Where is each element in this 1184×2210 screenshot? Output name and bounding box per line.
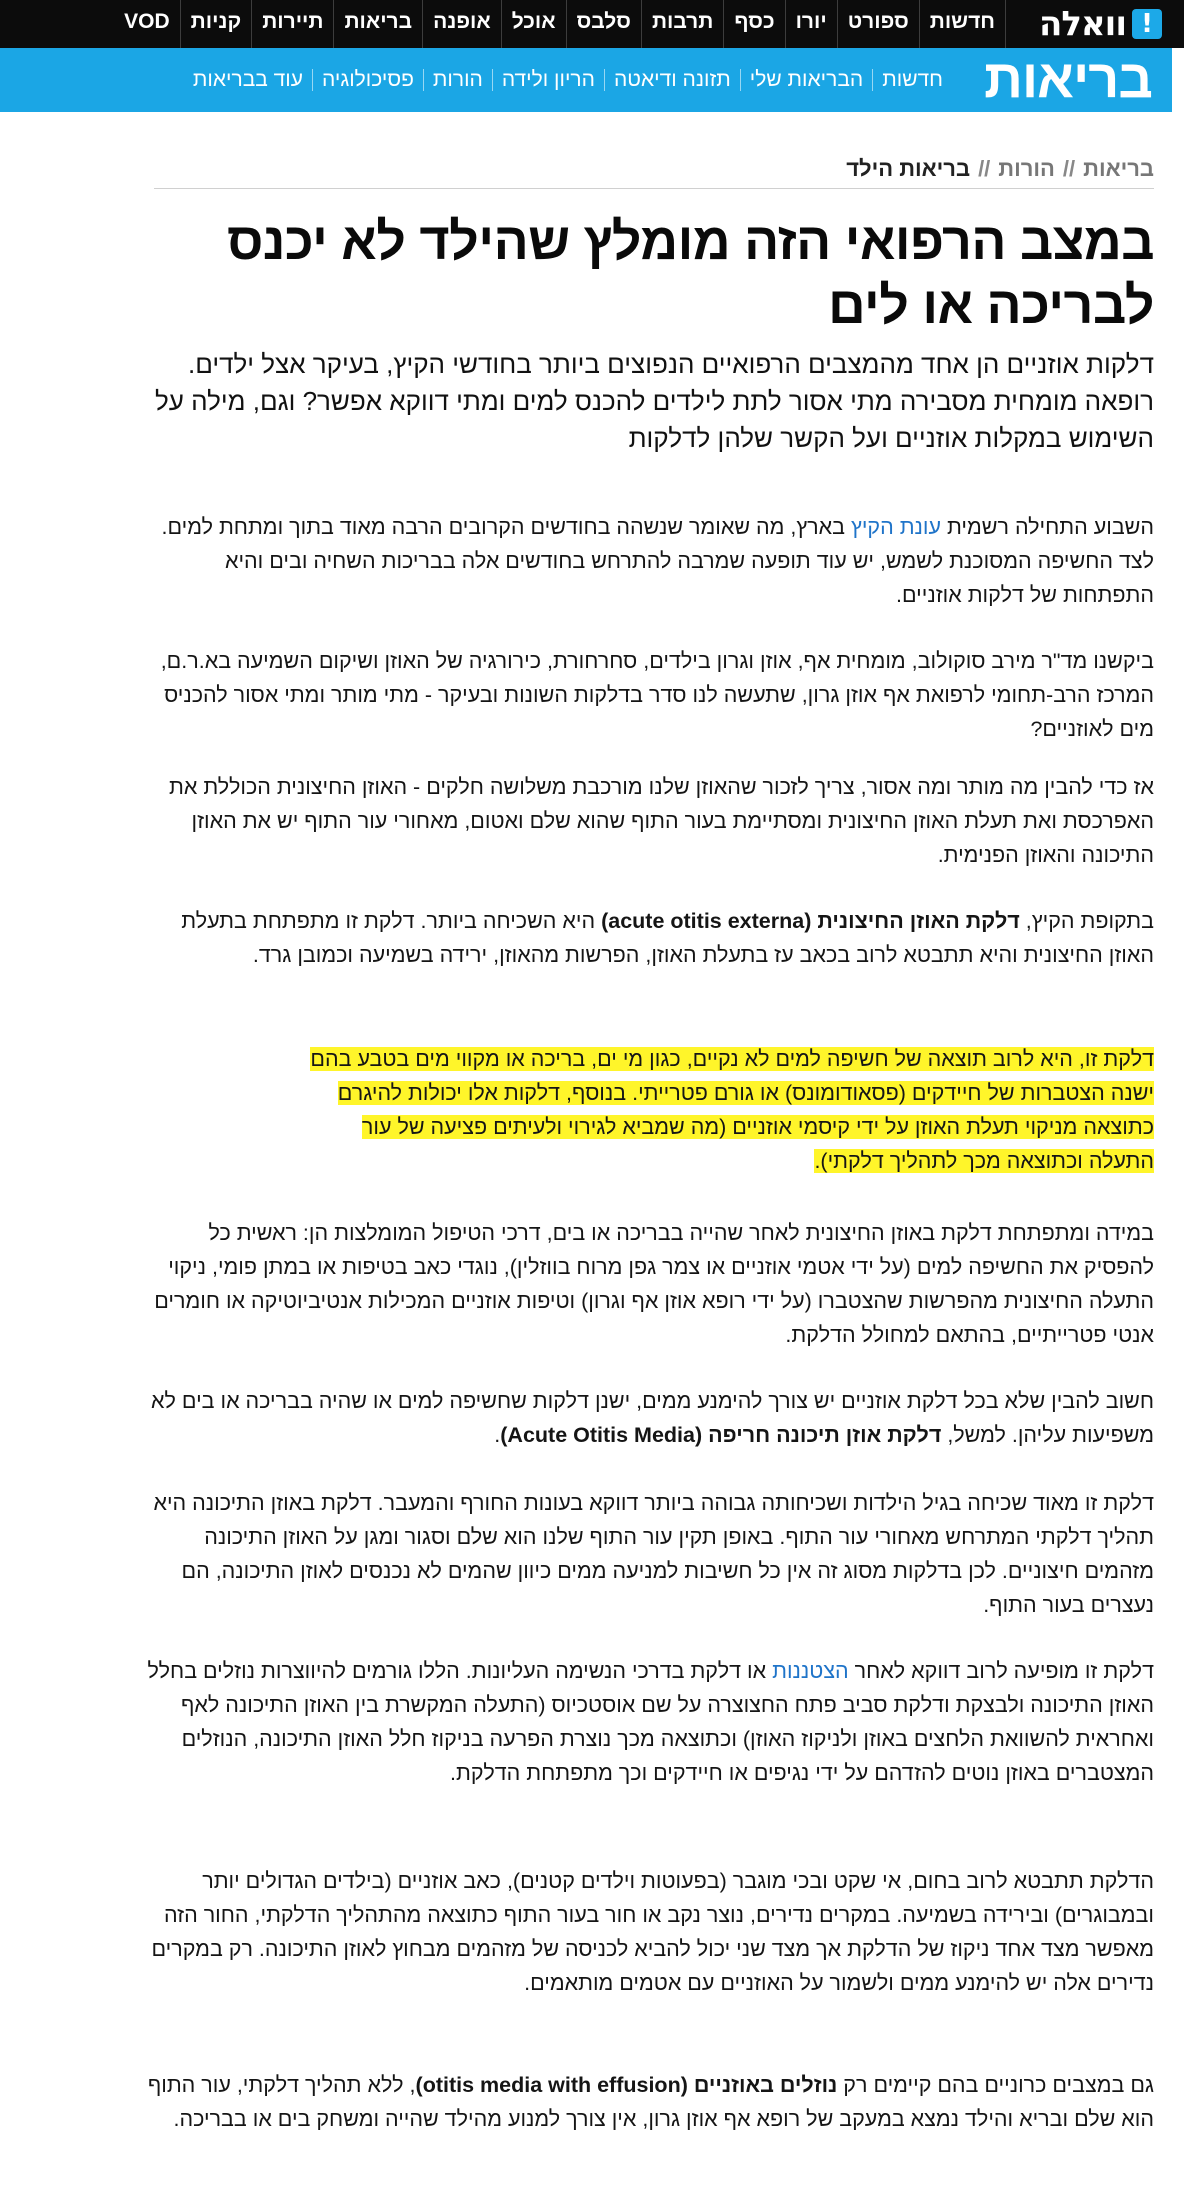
logo-exclamation-icon: !: [1132, 9, 1162, 39]
top-nav-health[interactable]: בריאות: [333, 0, 422, 48]
paragraph-text: היא השכיחה ביותר. דלקת זו מתפתחת בתעלת האוזן החיצונית והיא תתבטא לרוב בכאב עז בתעלת האוזן, הפרשות מהאוזן, ירידה בשמיעה וכמובן גרד.: [181, 909, 1154, 967]
top-nav-bar: [0, 0, 1184, 48]
article-paragraph: [144, 1654, 1154, 1790]
paragraph-text: , ללא תהליך דלקתי, עור התוף הוא שלם ובריא והילד נמצא במעקב של רופא אף אוזן גרון, אין צורך למנוע מהילד שהייה ומשחק בים או בבריכה.: [147, 2073, 1154, 2131]
section-nav-psychology[interactable]: פסיכולוגיה: [312, 69, 423, 91]
section-nav-more[interactable]: עוד בבריאות: [192, 68, 303, 91]
top-nav-news[interactable]: חדשות: [919, 0, 1006, 48]
paragraph-text: בארץ, מה שאומר שנשהה בחודשים הקרובים הרבה מאוד בתוך ומתחת למים. לצד החשיפה המסוכנת לשמש, יש עוד תופעה שמרבה להתרחש בחודשים אלה בבריכות השחיה ובים והיא התפתחות של דלקות אוזניים.: [161, 515, 1154, 607]
paragraph-text: דלקת זו מופיעה לרוב דווקא לאחר: [848, 1659, 1154, 1683]
top-nav-culture[interactable]: תרבות: [641, 0, 723, 48]
article-paragraph: [144, 1384, 1154, 1452]
highlighted-line: ישנה הצטברות של חיידקים (פסאודומונס) או גורם פטרייתי. בנוסף, דלקות אלו יכולות להיגרם: [337, 1081, 1154, 1105]
section-nav-news[interactable]: חדשות: [872, 69, 952, 91]
logo-text: וואלה: [1038, 4, 1126, 44]
article-paragraph: אז כדי להבין מה מותר ומה אסור, צריך לזכור שהאוזן שלנו מורכבת משלושה חלקים - האוזן החיצונית הכוללת את האפרכסת ואת תעלת האוזן החיצונית ומסתיימת בעור התוף שהוא שלם ואטום, מאחורי עור התוף יש את האוזן התיכונה והאוזן הפנימית.: [169, 775, 1154, 867]
breadcrumb-separator: //: [978, 156, 991, 181]
paragraph-text: בתקופת הקיץ,: [1019, 909, 1154, 933]
article-paragraph: [144, 510, 1154, 612]
top-nav-menu: [114, 0, 1006, 48]
section-nav-pregnancy[interactable]: הריון ולידה: [492, 69, 604, 91]
article-paragraph: [144, 904, 1154, 972]
article-paragraph: [144, 2068, 1154, 2136]
article-headline: במצב הרפואי הזה מומלץ שהילד לא יכנס לבריכה או לים: [227, 213, 1154, 335]
breadcrumb-parenting[interactable]: הורות: [998, 156, 1055, 181]
breadcrumb-divider: [154, 188, 1154, 189]
top-nav-food[interactable]: אוכל: [501, 0, 566, 48]
highlighted-line: כתוצאה מניקוי תעלת האוזן על ידי קיסמי אוזניים (מה שמביא לגירוי ולעיתים פציעה של עור: [361, 1115, 1154, 1139]
paragraph-text: או דלקת בדרכי הנשימה העליונות. הללו גורמים להיווצרות נוזלים בחלל האוזן התיכונה ולבצקת ודלקת סביב פתח החצוצרה על שם אוסטכיוס (התעלה המקשרת בין האוזן התיכונה לאף ואחראית להשוואת הלחצים באוזן ולניקוז האוזן) וכתוצאה מכך נוצרת הפרעה בניקוז חלל האוזן התיכונה, הנוזלים המצטברים באוזן נוטים להזדהם על ידי נגיפים או חיידקים וכך מתפתחת הדלקת.: [147, 1659, 1154, 1785]
article-paragraph: דלקת זו מאוד שכיחה בגיל הילדות ושכיחותה גבוהה ביותר דווקא בעונות החורף והמעבר. דלקת באוזן התיכונה היא תהליך דלקתי המתרחש מאחורי עור התוף. באופן תקין עור התוף שלנו הוא שלם וסגור ומגן על האוזן התיכונה מזהמים חיצוניים. לכן בדלקות מסוג זה אין כל חשיבות למניעה ממים כיוון שהמים לא נכנסים לאוזן התיכונה, הם נעצרים בעור התוף.: [153, 1491, 1154, 1617]
walla-logo[interactable]: [1039, 4, 1162, 44]
bold-term: דלקת האוזן החיצונית (acute otitis externa): [601, 909, 1020, 933]
paragraph-text: .: [494, 1423, 501, 1447]
top-nav-money[interactable]: כסף: [723, 0, 784, 48]
top-nav-shopping[interactable]: קניות: [180, 0, 252, 48]
bold-term: נוזלים באוזניים (otitis media with effusion): [415, 2073, 838, 2097]
top-nav-sport[interactable]: ספורט: [837, 0, 919, 48]
bold-term: דלקת אוזן תיכונה חריפה (Acute Otitis Media): [500, 1423, 942, 1447]
cold-link[interactable]: הצטננות: [772, 1659, 849, 1683]
highlighted-paragraph: [144, 1042, 1154, 1178]
section-title[interactable]: בריאות: [984, 49, 1152, 109]
top-nav-travel[interactable]: תיירות: [251, 0, 333, 48]
article-lead: דלקות אוזניים הן אחד מהמצבים הרפואיים הנפוצים ביותר בחודשי הקיץ, בעיקר אצל ילדים. רופאה מומחית מסבירה מתי אסור לתת לילדים להכנס למים ומתי דווקא אפשר? וגם, מילה על השימוש במקלות אוזניים ועל הקשר שלהן לדלקות: [155, 349, 1154, 453]
breadcrumb-health[interactable]: בריאות: [1083, 156, 1154, 181]
top-nav-vod[interactable]: VOD: [124, 10, 170, 33]
highlighted-line: דלקת זו, היא לרוב תוצאה של חשיפה למים לא נקיים, כגון מי ים, בריכה או מקווי מים בטבע בהם: [310, 1047, 1154, 1071]
breadcrumb: [154, 156, 1154, 182]
section-nav-menu: [184, 48, 952, 112]
top-nav-euro[interactable]: יורו: [785, 0, 837, 48]
article-paragraph: הדלקת תתבטא לרוב בחום, אי שקט ובכי מוגבר (בפעוטות וילדים קטנים), כאב אוזניים (בילדים הגדולים יותר ובמבוגרים) ובירידה בשמיעה. במקרים נדירים, נוצר נקב או חור בעור התוף כתוצאה מהתהליך הדלקתי, החור הזה מאפשר מצד אחד ניקוז של הדלקת אך מצד שני יכול להביא לכניסה של מזהמים מבחוץ לאוזן התיכונה. רק במקרים נדירים אלה יש להימנע ממים ולשמור על האוזניים עם אטמים מותאמים.: [151, 1869, 1154, 1995]
section-nav-bar: [0, 48, 1172, 112]
paragraph-text: גם במצבים כרוניים בהם קיימים רק: [837, 2073, 1154, 2097]
top-nav-fashion[interactable]: אופנה: [422, 0, 501, 48]
breadcrumb-separator: //: [1062, 156, 1076, 181]
paragraph-text: חשוב להבין שלא בכל דלקת אוזניים יש צורך להימנע ממים, ישנן דלקות שחשיפה למים או שהיה בבריכה או בים לא משפיעות עליהן. למשל,: [151, 1389, 1154, 1447]
article-paragraph: ביקשנו מד"ר מירב סוקולוב, מומחית אף, אוזן וגרון בילדים, סחרחורת, כירורגיה של האוזן ושיקום השמיעה בא.ר.ם, המרכז הרב-תחומי לרפואת אף אוזן גרון, שתעשה לנו סדר בדלקות השונות ובעיקר - מתי מותר ומתי אסור להכניס מים לאוזניים?: [160, 649, 1154, 741]
highlighted-line: התעלה וכתוצאה מכך לתהליך דלקתי).: [814, 1149, 1154, 1173]
summer-season-link[interactable]: עונת הקיץ: [851, 515, 942, 539]
breadcrumb-child-health[interactable]: בריאות הילד: [846, 156, 971, 181]
article-paragraph: במידה ומתפתחת דלקת באוזן החיצונית לאחר שהייה בבריכה או בים, דרכי הטיפול המומלצות הן: ראשית כל להפסיק את החשיפה למים (על ידי אטמי אוזניים או צמר גפן מרוח בווזלין), נוגדי כאב בטיפות או במתן פומי, ניקוי התעלה החיצונית מהפרשות שהצטברו (על ידי רופא אוזן אף וגרון) וטיפות אוזניים המכילות אנטיביוטיקה או חומרים אנטי פטרייתיים, בהתאם למחולל הדלקת.: [154, 1221, 1154, 1347]
section-nav-my-health[interactable]: הבריאות שלי: [740, 69, 872, 91]
top-nav-celebs[interactable]: סלבס: [566, 0, 641, 48]
paragraph-text: השבוע התחילה רשמית: [941, 515, 1154, 539]
section-nav-parenting[interactable]: הורות: [423, 69, 492, 91]
section-nav-nutrition[interactable]: תזונה ודיאטה: [604, 69, 740, 91]
